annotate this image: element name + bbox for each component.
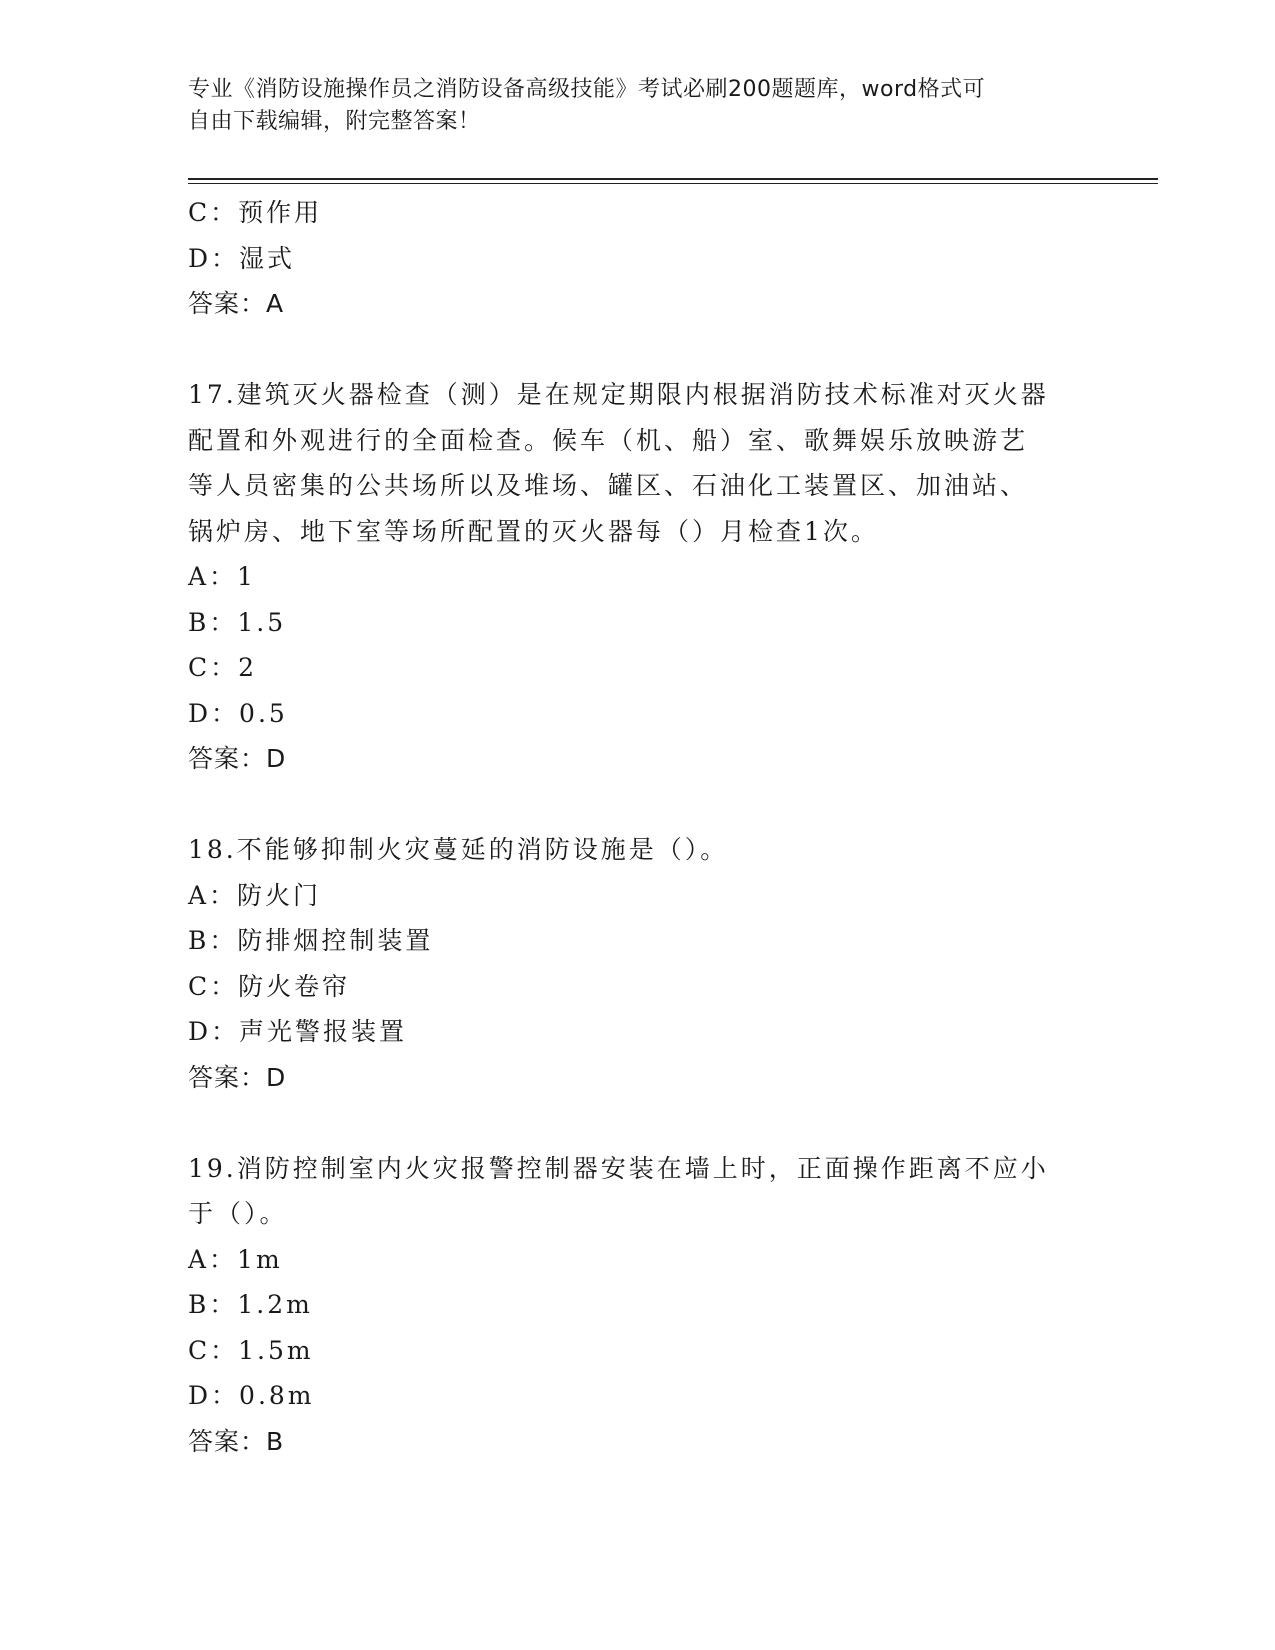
option-d: D：声光警报装置 bbox=[188, 1017, 408, 1046]
question-text-line: 锅炉房、地下室等场所配置的灭火器每（）月检查1次。 bbox=[188, 516, 879, 546]
spacer bbox=[188, 327, 1088, 373]
option-c: C：2 bbox=[188, 653, 258, 682]
question-fragment bbox=[188, 190, 1088, 327]
question-17 bbox=[188, 372, 1088, 782]
option-b: B：1.2m bbox=[188, 1290, 313, 1319]
answer: 答案：D bbox=[188, 744, 287, 773]
option-c: C：防火卷帘 bbox=[188, 971, 351, 1001]
option-c: C：1.5m bbox=[188, 1335, 314, 1365]
option-b: B：1.5 bbox=[188, 607, 287, 637]
question-list bbox=[188, 190, 1088, 1464]
question-text-line: 17.建筑灭火器检查（测）是在规定期限内根据消防技术标准对灭火器 bbox=[188, 380, 1049, 409]
question-text-line: 配置和外观进行的全面检查。候车（机、船）室、歌舞娱乐放映游艺 bbox=[188, 425, 1029, 455]
option-a: A：1m bbox=[188, 1244, 283, 1274]
header-divider-thick bbox=[188, 178, 1158, 180]
question-19 bbox=[188, 1146, 1088, 1465]
option-d: D：湿式 bbox=[188, 243, 296, 273]
question-text-line: 于（）。 bbox=[188, 1199, 288, 1228]
question-text-line: 19.消防控制室内火灾报警控制器安装在墙上时，正面操作距离不应小 bbox=[188, 1153, 1049, 1183]
option-d: D：0.8m bbox=[188, 1381, 315, 1410]
answer: 答案：A bbox=[188, 289, 285, 318]
header-divider-thin bbox=[188, 183, 1158, 184]
option-d: D：0.5 bbox=[188, 698, 288, 728]
spacer bbox=[188, 782, 1088, 828]
header-line-1: 专业《消防设施操作员之消防设备高级技能》考试必刷200题题库，word格式可 bbox=[188, 77, 986, 102]
option-c: C：预作用 bbox=[188, 198, 323, 227]
option-b: B：防排烟控制装置 bbox=[188, 926, 434, 955]
header-line-2: 自由下载编辑，附完整答案！ bbox=[188, 109, 481, 134]
answer: 答案：B bbox=[188, 1426, 285, 1456]
option-a: A：1 bbox=[188, 562, 256, 591]
page-header bbox=[188, 74, 1088, 138]
option-a: A：防火门 bbox=[188, 880, 322, 910]
question-text-line: 18.不能够抑制火灾蔓延的消防设施是（）。 bbox=[188, 835, 729, 864]
question-text-line: 等人员密集的公共场所以及堆场、罐区、石油化工装置区、加油站、 bbox=[188, 471, 1029, 500]
answer: 答案：D bbox=[188, 1062, 287, 1092]
spacer bbox=[188, 1100, 1088, 1146]
question-18 bbox=[188, 827, 1088, 1100]
